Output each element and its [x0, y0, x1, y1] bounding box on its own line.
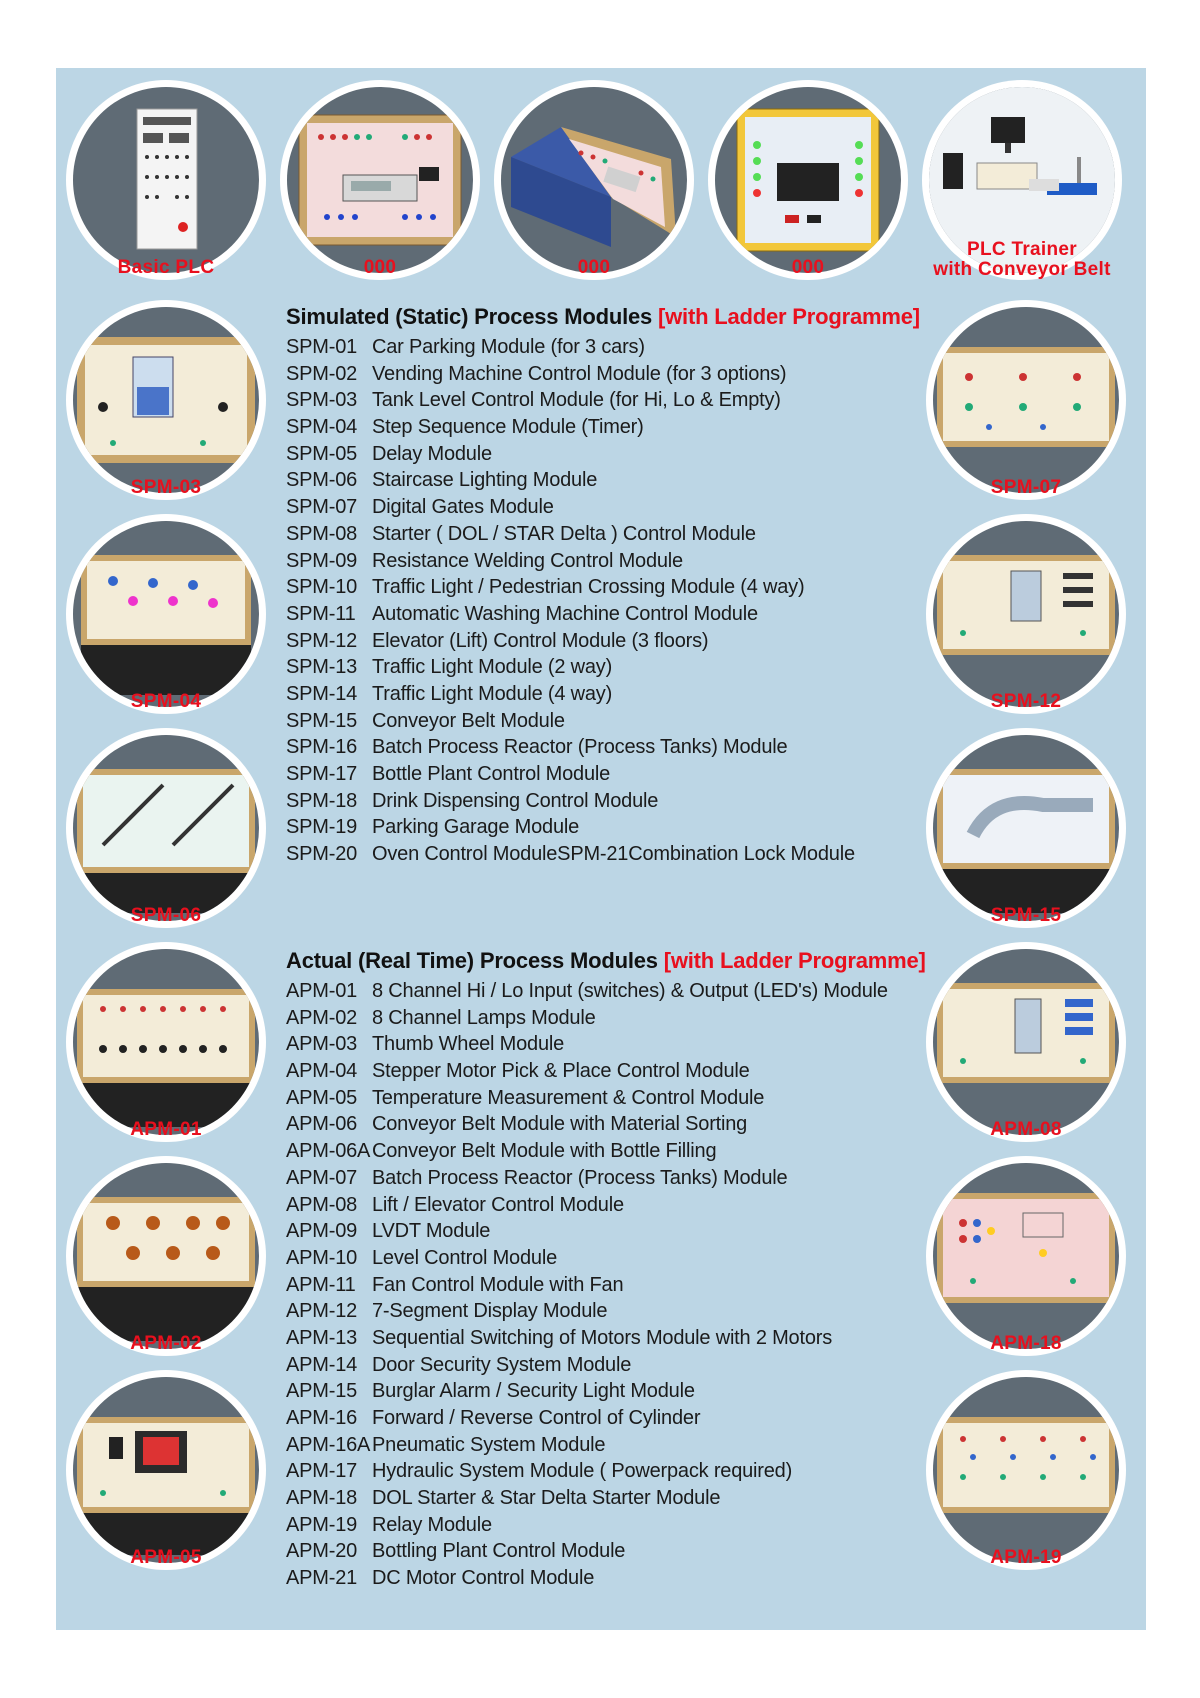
photo-caption: SPM-03 [130, 477, 202, 498]
caption-line-2: with Conveyor Belt [933, 259, 1111, 280]
photo-caption: SPM-06 [130, 905, 202, 926]
module-list-item [286, 1458, 888, 1485]
module-image [73, 521, 259, 707]
module-name: DOL Starter & Star Delta Starter Module [372, 1487, 721, 1510]
photo-trainer-3 [708, 80, 908, 280]
photo-caption [922, 240, 1122, 280]
module-name: Vending Machine Control Module (for 3 options) [372, 362, 787, 385]
module-code: APM-05 [286, 1086, 358, 1109]
photo-plc-trainer-conveyor [922, 80, 1122, 280]
module-code: SPM-11 [286, 602, 356, 625]
module-code: SPM-08 [286, 522, 358, 545]
module-name: Bottling Plant Control Module [372, 1540, 626, 1563]
module-name: Temperature Measurement & Control Module [372, 1086, 765, 1109]
module-list-item [286, 548, 855, 575]
photo-trainer-1 [280, 80, 480, 280]
module-name: 7-Segment Display Module [372, 1300, 608, 1323]
module-list-item [286, 654, 855, 681]
real-section-title [286, 948, 926, 974]
module-image [73, 307, 259, 493]
module-name: Delay Module [372, 442, 492, 465]
module-code: SPM-02 [286, 362, 358, 385]
module-name: Traffic Light Module (2 way) [372, 656, 613, 679]
module-name: Sequential Switching of Motors Module with 2 Motors [372, 1326, 833, 1349]
module-list-item [286, 1298, 888, 1325]
module-name: Traffic Light / Pedestrian Crossing Module (4 way) [372, 576, 805, 599]
module-list-item [286, 441, 855, 468]
module-code: APM-02 [286, 1006, 358, 1029]
module-image [933, 1377, 1119, 1563]
module-image [933, 307, 1119, 493]
module-name: Traffic Light Module (4 way) [372, 682, 613, 705]
module-code: SPM-15 [286, 709, 358, 732]
module-image [715, 87, 901, 273]
module-code: SPM-01 [286, 336, 358, 358]
module-code: SPM-19 [286, 816, 358, 839]
static-title-suffix: [with Ladder Programme] [658, 304, 920, 329]
real-title-text: Actual (Real Time) Process Modules [286, 948, 658, 973]
photo-caption: 000 [577, 257, 611, 278]
module-name: Parking Garage Module [372, 816, 580, 839]
real-module-list [286, 978, 888, 1592]
module-code: SPM-03 [286, 389, 358, 412]
module-code: APM-17 [286, 1460, 358, 1483]
module-image [933, 1163, 1119, 1349]
module-image [933, 949, 1119, 1135]
photo-trainer-2 [494, 80, 694, 280]
module-name: Drink Dispensing Control Module [372, 789, 659, 812]
photo-caption: APM-08 [990, 1119, 1062, 1140]
module-list-item [286, 1005, 888, 1032]
module-code: SPM-05 [286, 442, 358, 465]
module-list-item [286, 387, 855, 414]
photo-spm-04 [66, 514, 266, 714]
module-code: APM-09 [286, 1220, 358, 1243]
module-list-item [286, 1485, 888, 1512]
module-code: APM-18 [286, 1487, 358, 1510]
module-name: 8 Channel Lamps Module [372, 1006, 596, 1029]
module-list-item [286, 521, 855, 548]
module-name: Batch Process Reactor (Process Tanks) Module [372, 1166, 788, 1189]
module-code: SPM-13 [286, 656, 358, 679]
module-list-item [286, 574, 855, 601]
photo-apm-18 [926, 1156, 1126, 1356]
module-list-item [286, 761, 855, 788]
module-code: SPM-10 [286, 576, 358, 599]
module-name: 8 Channel Hi / Lo Input (switches) & Output (LED's) Module [372, 980, 888, 1002]
module-name: Car Parking Module (for 3 cars) [372, 336, 645, 358]
module-image [73, 949, 259, 1135]
module-name: Staircase Lighting Module [372, 469, 598, 492]
module-name: Lift / Elevator Control Module [372, 1193, 624, 1216]
module-code: APM-10 [286, 1246, 358, 1269]
module-list-item [286, 1512, 888, 1539]
module-list-item [286, 334, 855, 361]
photo-caption: APM-01 [130, 1119, 202, 1140]
module-name: Fan Control Module with Fan [372, 1273, 624, 1296]
module-code: SPM-07 [286, 496, 358, 519]
module-list-item [286, 814, 855, 841]
module-name: Door Security System Module [372, 1353, 632, 1376]
photo-caption: SPM-15 [990, 905, 1062, 926]
module-list-item [286, 1111, 888, 1138]
module-name: Step Sequence Module (Timer) [372, 416, 644, 439]
module-list-item [286, 1058, 888, 1085]
caption-line-1: PLC Trainer [967, 239, 1077, 260]
module-list-item [286, 361, 855, 388]
module-name: Level Control Module [372, 1246, 557, 1269]
module-code: APM-12 [286, 1300, 358, 1323]
module-code: APM-14 [286, 1353, 358, 1376]
module-code: SPM-06 [286, 469, 358, 492]
module-name: Pneumatic System Module [372, 1433, 606, 1456]
real-title-suffix: [with Ladder Programme] [663, 948, 926, 973]
module-name: Resistance Welding Control Module [372, 549, 683, 572]
module-code: SPM-09 [286, 549, 358, 572]
module-code: SPM-14 [286, 682, 358, 705]
module-image [73, 735, 259, 921]
module-name: Forward / Reverse Control of Cylinder [372, 1407, 701, 1429]
photo-caption: SPM-07 [990, 477, 1062, 498]
module-list-item [286, 467, 855, 494]
module-list-item [286, 1565, 888, 1592]
module-list-item [286, 628, 855, 655]
module-code: APM-19 [286, 1513, 358, 1536]
photo-spm-03 [66, 300, 266, 500]
module-name: Automatic Washing Machine Control Module [372, 602, 758, 625]
module-name: Batch Process Reactor (Process Tanks) Module [372, 736, 788, 759]
module-list-item [286, 1165, 888, 1192]
static-title-text: Simulated (Static) Process Modules [286, 304, 653, 329]
static-module-list [286, 334, 855, 868]
module-image [933, 735, 1119, 921]
photo-basic-plc [66, 80, 266, 280]
module-name: Digital Gates Module [372, 496, 554, 519]
photo-apm-19 [926, 1370, 1126, 1570]
module-code: APM-06 [286, 1113, 358, 1136]
photo-caption: 000 [363, 257, 397, 278]
module-name: Hydraulic System Module ( Powerpack required) [372, 1460, 793, 1483]
module-image [73, 1377, 259, 1563]
module-image [73, 1163, 259, 1349]
module-name: Relay Module [372, 1513, 492, 1536]
module-name: Conveyor Belt Module [372, 709, 565, 732]
module-list-item [286, 601, 855, 628]
module-name: Bottle Plant Control Module [372, 763, 611, 785]
module-list-item [286, 734, 855, 761]
module-list-item [286, 708, 855, 735]
photo-spm-15 [926, 728, 1126, 928]
module-code: APM-21 [286, 1567, 358, 1590]
module-code: APM-01 [286, 980, 358, 1002]
module-name: Oven Control ModuleSPM-21Combination Lock Module [372, 843, 855, 866]
module-code: APM-16 [286, 1407, 358, 1429]
module-list-item [286, 788, 855, 815]
module-code: SPM-12 [286, 629, 358, 652]
module-code: APM-20 [286, 1540, 358, 1563]
photo-caption: APM-19 [990, 1547, 1062, 1568]
module-name: Elevator (Lift) Control Module (3 floors) [372, 629, 709, 652]
module-code: APM-13 [286, 1326, 358, 1349]
module-code: APM-07 [286, 1166, 358, 1189]
module-name: Conveyor Belt Module with Bottle Filling [372, 1140, 717, 1163]
module-list-item [286, 1325, 888, 1352]
module-list-item [286, 1432, 888, 1459]
module-image [287, 87, 473, 273]
module-list-item [286, 1378, 888, 1405]
module-list-item [286, 1245, 888, 1272]
module-list-item [286, 1085, 888, 1112]
module-code: APM-15 [286, 1380, 358, 1403]
photo-caption: Basic PLC [117, 257, 215, 278]
module-code: SPM-16 [286, 736, 358, 759]
module-code: APM-16A [286, 1433, 371, 1456]
module-list-item [286, 414, 855, 441]
module-name: Tank Level Control Module (for Hi, Lo & Empty) [372, 389, 781, 412]
photo-apm-02 [66, 1156, 266, 1356]
module-code: APM-11 [286, 1273, 356, 1296]
photo-caption: SPM-12 [990, 691, 1062, 712]
module-list-item [286, 1138, 888, 1165]
photo-apm-08 [926, 942, 1126, 1142]
module-list-item [286, 1192, 888, 1219]
photo-spm-12 [926, 514, 1126, 714]
module-name: Thumb Wheel Module [372, 1033, 565, 1056]
static-section-title [286, 304, 920, 330]
module-name: Conveyor Belt Module with Material Sorting [372, 1113, 748, 1136]
module-code: SPM-18 [286, 789, 358, 812]
module-name: Burglar Alarm / Security Light Module [372, 1380, 695, 1403]
photo-caption: SPM-04 [130, 691, 202, 712]
module-image [501, 87, 687, 273]
module-list-item [286, 1538, 888, 1565]
module-code: SPM-20 [286, 843, 358, 866]
module-list-item [286, 1218, 888, 1245]
module-list-item [286, 494, 855, 521]
module-list-item [286, 1031, 888, 1058]
module-list-item [286, 841, 855, 868]
module-list-item [286, 681, 855, 708]
module-name: DC Motor Control Module [372, 1567, 595, 1590]
photo-spm-06 [66, 728, 266, 928]
module-name: Starter ( DOL / STAR Delta ) Control Module [372, 522, 756, 545]
module-image [73, 87, 259, 273]
module-name: LVDT Module [372, 1220, 491, 1243]
module-code: APM-03 [286, 1033, 358, 1056]
photo-caption: APM-18 [990, 1333, 1062, 1354]
photo-spm-07 [926, 300, 1126, 500]
module-list-item [286, 978, 888, 1005]
module-image [933, 521, 1119, 707]
module-name: Stepper Motor Pick & Place Control Module [372, 1060, 750, 1083]
photo-caption: 000 [791, 257, 825, 278]
module-list-item [286, 1352, 888, 1379]
module-code: SPM-04 [286, 416, 358, 439]
module-code: SPM-17 [286, 763, 358, 785]
module-code: APM-06A [286, 1140, 371, 1163]
module-list-item [286, 1272, 888, 1299]
module-code: APM-08 [286, 1193, 358, 1216]
photo-caption: APM-05 [130, 1547, 202, 1568]
module-code: APM-04 [286, 1060, 358, 1083]
photo-apm-05 [66, 1370, 266, 1570]
photo-caption: APM-02 [130, 1333, 202, 1354]
photo-apm-01 [66, 942, 266, 1142]
module-list-item [286, 1405, 888, 1432]
